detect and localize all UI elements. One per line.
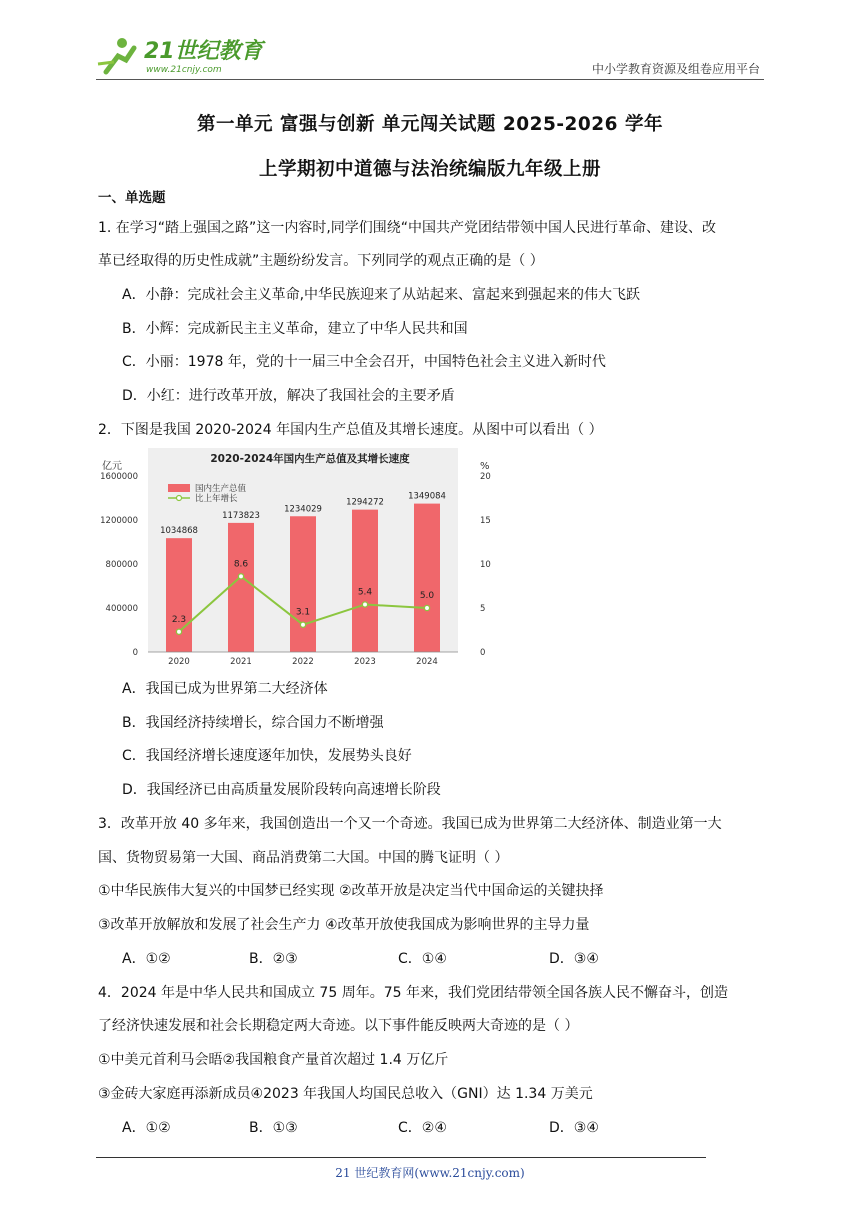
question-2-option-c[interactable]: C．我国经济增长速度逐年加快，发展势头良好 bbox=[122, 748, 412, 764]
header-divider bbox=[96, 79, 764, 80]
question-3-choice-d[interactable]: D．③④ bbox=[549, 951, 599, 967]
question-4-choice-a[interactable]: A．①② bbox=[122, 1120, 171, 1136]
y-tick-left: 1600000 bbox=[100, 472, 138, 482]
gdp-bar bbox=[228, 523, 254, 652]
question-1-option-c[interactable]: C．小丽：1978 年，党的十一届三中全会召开，中国特色社会主义进入新时代 bbox=[122, 354, 606, 370]
question-2-option-a[interactable]: A．我国已成为世界第二大经济体 bbox=[122, 681, 328, 697]
question-3-stem: 3．改革开放 40 多年来，我国创造出一个又一个奇迹。我国已成为世界第二大经济体、制造业第一大 bbox=[98, 816, 722, 832]
x-tick-label: 2021 bbox=[230, 657, 252, 667]
question-3-choice-a[interactable]: A．①② bbox=[122, 951, 171, 967]
question-4-stem: 了经济快速发展和社会长期稳定两大奇迹。以下事件能反映两大奇迹的是（ ） bbox=[98, 1018, 579, 1034]
growth-point bbox=[300, 622, 305, 627]
x-tick-label: 2022 bbox=[292, 657, 314, 667]
question-1-option-b[interactable]: B．小辉：完成新民主主义革命，建立了中华人民共和国 bbox=[122, 321, 468, 337]
question-3-statement: ①中华民族伟大复兴的中国梦已经实现 ②改革开放是决定当代中国命运的关键抉择 bbox=[98, 883, 604, 899]
svg-text:www.21cnjy.com: www.21cnjy.com bbox=[146, 65, 222, 75]
y-tick-right: 20 bbox=[480, 472, 491, 482]
y-axis-right-label: % bbox=[480, 461, 490, 472]
gdp-value-label: 1294272 bbox=[346, 497, 384, 508]
question-1-option-a[interactable]: A．小静：完成社会主义革命,中华民族迎来了从站起来、富起来到强起来的伟大飞跃 bbox=[122, 287, 641, 303]
growth-point bbox=[238, 574, 243, 579]
x-tick-label: 2023 bbox=[354, 657, 376, 667]
gdp-value-label: 1234029 bbox=[284, 504, 322, 515]
growth-value-label: 2.3 bbox=[171, 614, 187, 625]
legend-label-gdp: 国内生产总值 bbox=[195, 484, 247, 494]
gdp-value-label: 1173823 bbox=[222, 510, 260, 521]
question-3-statement: ③改革开放解放和发展了社会生产力 ④改革开放使我国成为影响世界的主导力量 bbox=[98, 917, 590, 933]
question-4-statement: ③金砖大家庭再添新成员④2023 年我国人均国民总收入（GNI）达 1.34 万美元 bbox=[98, 1086, 593, 1102]
question-3-stem: 国、货物贸易第一大国、商品消费第二大国。中国的腾飞证明（ ） bbox=[98, 850, 509, 866]
page-header bbox=[96, 34, 764, 82]
question-4-choice-d[interactable]: D．③④ bbox=[549, 1120, 599, 1136]
y-tick-left: 800000 bbox=[105, 560, 138, 570]
svg-text:21世纪教育: 21世纪教育 bbox=[144, 39, 263, 64]
y-tick-right: 0 bbox=[480, 648, 486, 658]
question-1-stem: 革已经取得的历史性成就”主题纷纷发言。下列同学的观点正确的是（ ） bbox=[98, 253, 544, 269]
question-3-choice-c[interactable]: C．①④ bbox=[398, 951, 447, 967]
question-4-stem: 4．2024 年是中华人民共和国成立 75 周年。75 年来，我们党团结带领全国各族人民不懈奋斗，创造 bbox=[98, 985, 728, 1001]
y-tick-left: 0 bbox=[132, 648, 138, 658]
y-tick-left: 1200000 bbox=[100, 516, 138, 526]
footer-divider bbox=[96, 1157, 706, 1158]
y-tick-right: 5 bbox=[480, 604, 486, 614]
platform-name: 中小学教育资源及组卷应用平台 bbox=[591, 62, 760, 76]
footer-text: 21 世纪教育网(www.21cnjy.com) bbox=[335, 1166, 525, 1180]
legend-marker-growth bbox=[177, 496, 182, 501]
growth-value-label: 3.1 bbox=[295, 607, 311, 618]
question-3-choice-b[interactable]: B．②③ bbox=[249, 951, 298, 967]
y-axis-left-label: 亿元 bbox=[102, 461, 122, 472]
gdp-chart-svg bbox=[100, 448, 500, 670]
question-2-stem: 2．下图是我国 2020-2024 年国内生产总值及其增长速度。从图中可以看出（ ） bbox=[98, 422, 603, 438]
growth-value-label: 8.6 bbox=[233, 559, 249, 570]
y-tick-right: 10 bbox=[480, 560, 491, 570]
y-tick-right: 15 bbox=[480, 516, 491, 526]
y-tick-left: 400000 bbox=[105, 604, 138, 614]
page-title-line2: 上学期初中道德与法治统编版九年级上册 bbox=[258, 159, 601, 180]
growth-point bbox=[176, 629, 181, 634]
gdp-chart bbox=[100, 448, 500, 670]
growth-point bbox=[362, 602, 367, 607]
question-4-choice-b[interactable]: B．①③ bbox=[249, 1120, 298, 1136]
question-4-choice-c[interactable]: C．②④ bbox=[398, 1120, 447, 1136]
question-2-option-b[interactable]: B．我国经济持续增长，综合国力不断增强 bbox=[122, 715, 384, 731]
chart-title: 2020-2024年国内生产总值及其增长速度 bbox=[210, 453, 410, 465]
legend-swatch-gdp bbox=[168, 484, 190, 492]
question-1-option-d[interactable]: D．小红：进行改革开放，解决了我国社会的主要矛盾 bbox=[122, 388, 455, 404]
question-4-statement: ①中美元首利马会晤②我国粮食产量首次超过 1.4 万亿斤 bbox=[98, 1052, 449, 1068]
growth-point bbox=[424, 605, 429, 610]
x-tick-label: 2020 bbox=[168, 657, 190, 667]
gdp-bar bbox=[414, 504, 440, 652]
question-1-stem: 1. 在学习“踏上强国之路”这一内容时,同学们围绕“中国共产党团结带领中国人民进行革命、建设、改 bbox=[98, 220, 717, 236]
growth-value-label: 5.0 bbox=[419, 591, 435, 601]
page-title-line1: 第一单元 富强与创新 单元闯关试题 2025-2026 学年 bbox=[197, 114, 663, 135]
x-tick-label: 2024 bbox=[416, 657, 438, 667]
gdp-bar bbox=[352, 510, 378, 652]
gdp-value-label: 1034868 bbox=[160, 526, 198, 537]
gdp-value-label: 1349084 bbox=[408, 491, 446, 502]
site-logo bbox=[96, 34, 266, 78]
gdp-bar bbox=[290, 516, 316, 652]
section-heading: 一、单选题 bbox=[98, 190, 166, 206]
legend-label-growth: 比上年增长 bbox=[195, 494, 238, 504]
growth-value-label: 5.4 bbox=[357, 587, 373, 598]
question-2-option-d[interactable]: D．我国经济已由高质量发展阶段转向高速增长阶段 bbox=[122, 782, 441, 798]
